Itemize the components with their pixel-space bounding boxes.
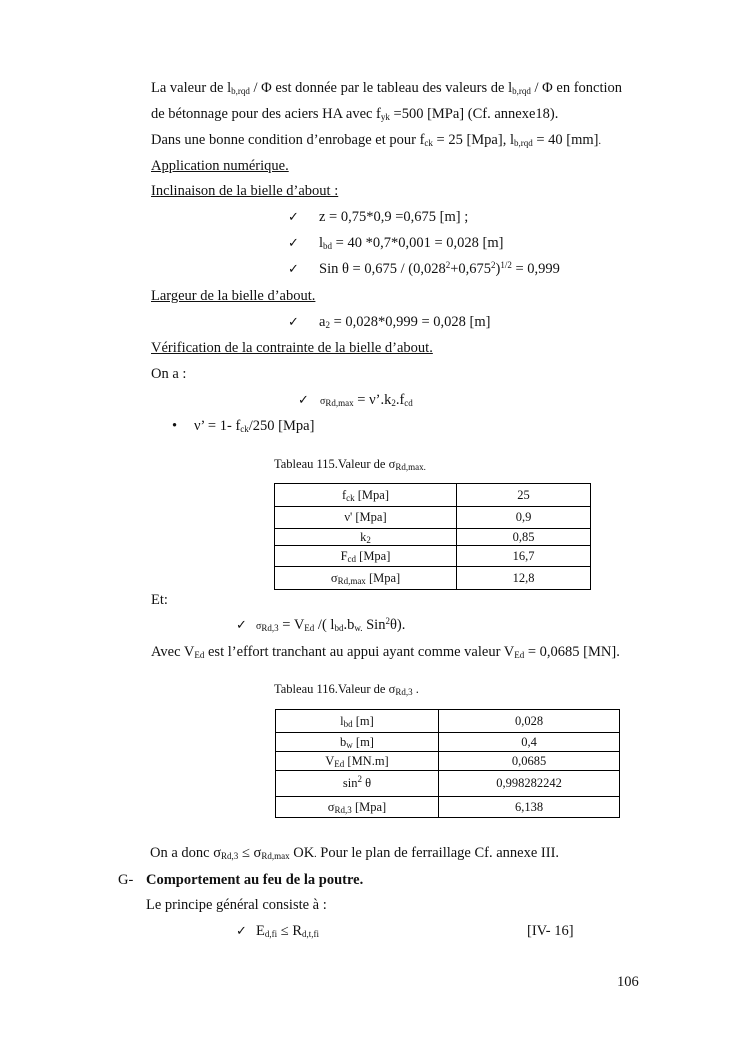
check-icon: ✓ [298, 392, 309, 407]
table-cell-label: ν' [Mpa] [275, 507, 457, 529]
table-cell-label: $F_{cd}$ [Mpa] [275, 546, 457, 567]
text-et: Et: [151, 592, 168, 608]
formula-nu: ν’ = 1- $f_{ck}/250$ [Mpa] [194, 418, 315, 434]
paragraph-ved: Avec $V_{Ed}$ est l’effort tranchant au appui ayant comme valeur $V_{Ed} = 0,0685$ [MN]. [151, 644, 620, 660]
table-row [276, 771, 620, 797]
heading-application: Application numérique. [151, 158, 289, 174]
table-cell-label: $k_2$ [275, 529, 457, 546]
table-115 [274, 483, 591, 590]
heading-inclinaison: Inclinaison de la bielle d’about : [151, 183, 339, 199]
table-cell-value: 12,8 [457, 567, 591, 590]
check-icon: ✓ [288, 209, 299, 224]
formula-sin: Sin $\theta = 0,675 / (0,028^2+0,675^2)^{1/2} = 0,999$ [319, 260, 560, 277]
table-row [275, 546, 591, 567]
paragraph-betonnage: de bétonnage pour des aciers HA avec $f_{yk} =500$ [MPa] (Cf. annexe18). [151, 106, 559, 122]
table-cell-value: 16,7 [457, 546, 591, 567]
formula-lbd: $l_{bd} = 40$ *0,7*0,001 = 0,028 [m] [319, 235, 504, 251]
table-cell-label: $b_w$ [m] [276, 733, 439, 752]
table-116 [275, 709, 620, 818]
paragraph-principe: Le principe général consiste à : [146, 897, 327, 913]
check-icon: ✓ [288, 261, 299, 276]
table-cell-value: 0,85 [457, 529, 591, 546]
bullet-icon: • [172, 418, 178, 434]
table-115-caption: Tableau 115.Valeur de $\sigma_{Rd,max.}$ [274, 457, 426, 472]
table-cell-value: 0,9 [457, 507, 591, 529]
table-cell-value: 0,028 [439, 710, 620, 733]
table-row [275, 484, 591, 507]
table-row [276, 710, 620, 733]
paragraph-conclusion: On a donc $\sigma_{Rd,3} \le \sigma_{Rd,max}$ OK. Pour le plan de ferraillage Cf. annexe III. [150, 845, 560, 861]
heading-largeur: Largeur de la bielle d’about. [151, 288, 316, 304]
check-icon: ✓ [236, 923, 247, 938]
page-number: 106 [617, 974, 639, 990]
table-cell-label: $l_{bd}$ [m] [276, 710, 439, 733]
table-row [275, 529, 591, 546]
formula-sigma-rd3: $\sigma_{Rd,3} = V_{Ed}$ /( $l_{bd}.b_{w.}$ Sin$^2$θ). [256, 616, 406, 633]
formula-a2: $a_2 = 0,028*0,999 = 0,028$ [m] [319, 314, 491, 330]
table-row [276, 797, 620, 818]
formula-z: z = 0,75*0,9 =0,675 [m] ; [319, 209, 469, 225]
table-cell-label: $V_{Ed}$ [MN.m] [276, 752, 439, 771]
section-letter: G- [118, 872, 134, 888]
table-row [275, 507, 591, 529]
table-cell-value: 0,0685 [439, 752, 620, 771]
table-row [276, 733, 620, 752]
section-heading-feu: Comportement au feu de la poutre. [146, 872, 364, 888]
table-cell-label: $\sigma_{Rd,3}$ [Mpa] [276, 797, 439, 818]
check-icon: ✓ [236, 617, 247, 632]
paragraph-enrobage: Dans une bonne condition d’enrobage et pour $f_{ck} = 25$ [Mpa], $l_{b,rqd} = 40$ [mm]. [151, 132, 602, 148]
table-row [275, 567, 591, 590]
table-cell-label: $\sigma_{Rd,max}$ [Mpa] [275, 567, 457, 590]
table-cell-value: 0,998282242 [439, 771, 620, 797]
check-icon: ✓ [288, 314, 299, 329]
text-on-a: On a : [151, 366, 187, 382]
paragraph-lbrqd: La valeur de $l_{b,rqd}$ / Φ est donnée par le tableau des valeurs de $l_{b,rqd}$ / Φ en fonction [151, 80, 623, 96]
formula-ed-fi: $E_{d,fi} \le R_{d,t,fi}$ [256, 923, 319, 939]
table-cell-value: 0,4 [439, 733, 620, 752]
table-cell-label: $f_{ck}$ [Mpa] [275, 484, 457, 507]
table-cell-value: 6,138 [439, 797, 620, 818]
table-cell-label: $\sin^2 \theta$ [276, 771, 439, 797]
equation-reference: [IV- 16] [527, 923, 574, 939]
table-row [276, 752, 620, 771]
table-cell-value: 25 [457, 484, 591, 507]
formula-sigma-rdmax: $\sigma_{Rd,max}$ = $\nu’.k_2.f_{cd}$ [320, 392, 413, 408]
table-116-caption: Tableau 116.Valeur de $\sigma_{Rd,3}$ . [274, 682, 419, 697]
heading-verification: Vérification de la contrainte de la bielle d’about. [151, 340, 433, 356]
check-icon: ✓ [288, 235, 299, 250]
